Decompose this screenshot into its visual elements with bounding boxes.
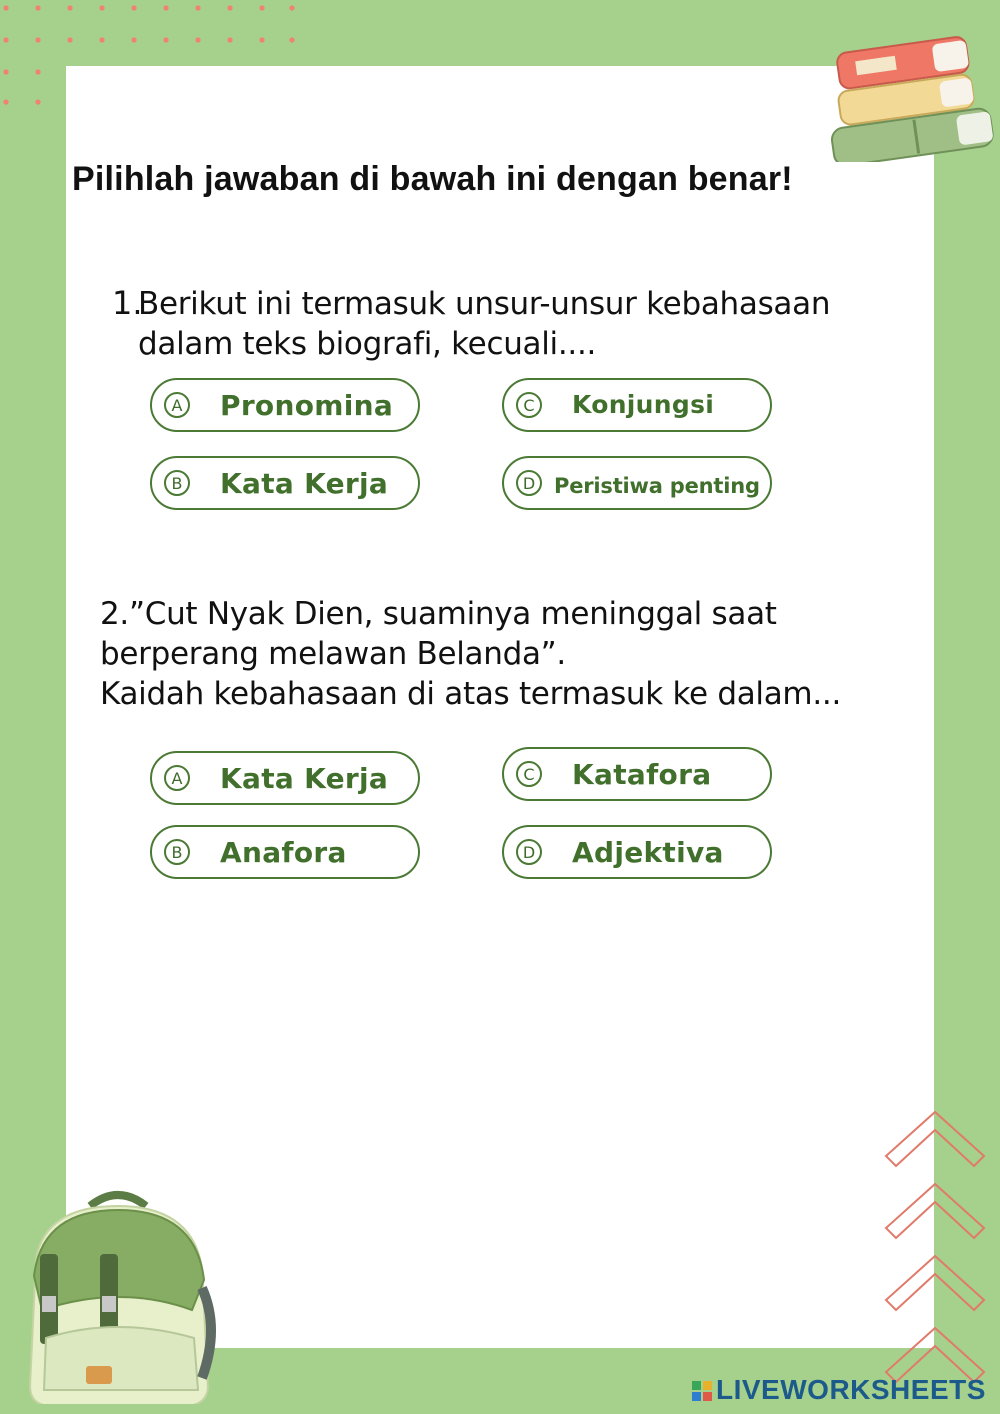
question-1-number: 1. <box>112 284 143 322</box>
logo-text: LIVEWORKSHEETS <box>716 1374 986 1405</box>
chevron-up-icon <box>880 1108 990 1408</box>
option-label: Konjungsi <box>572 390 715 419</box>
option-letter-icon: C <box>516 761 542 787</box>
option-letter-icon: B <box>164 839 190 865</box>
question-2-line: Kaidah kebahasaan di atas termasuk ke dalam... <box>100 676 841 712</box>
question-1-text: Berikut ini termasuk unsur-unsur kebahasaan dalam teks biografi, kecuali.... <box>138 286 831 362</box>
option-label: Anafora <box>220 836 347 869</box>
option-letter-icon: A <box>164 765 190 791</box>
question-2-line: berperang melawan Belanda”. <box>100 636 566 672</box>
backpack-illustration <box>16 1188 226 1404</box>
q1-option-d[interactable] <box>502 456 772 510</box>
option-label: Adjektiva <box>572 836 724 869</box>
page-title: Pilihlah jawaban di bawah ini dengan benar! <box>72 160 793 198</box>
option-label: Kata Kerja <box>220 467 389 500</box>
q2-option-b[interactable] <box>150 825 420 879</box>
question-2-line: 2.”Cut Nyak Dien, suaminya meninggal saat <box>100 596 777 632</box>
option-label: Kata Kerja <box>220 762 389 795</box>
liveworksheets-logo <box>692 1374 986 1406</box>
logo-mark-icon <box>692 1381 712 1401</box>
option-letter-icon: D <box>516 470 542 496</box>
q1-option-a[interactable] <box>150 378 420 432</box>
option-letter-icon: B <box>164 470 190 496</box>
option-label: Peristiwa penting <box>554 474 760 498</box>
option-letter-icon: A <box>164 392 190 418</box>
q2-option-d[interactable] <box>502 825 772 879</box>
q1-option-b[interactable] <box>150 456 420 510</box>
question-2-text <box>100 594 940 714</box>
q1-option-c[interactable] <box>502 378 772 432</box>
books-illustration <box>820 22 1000 162</box>
q2-option-a[interactable] <box>150 751 420 805</box>
option-letter-icon: C <box>516 392 542 418</box>
q2-option-c[interactable] <box>502 747 772 801</box>
option-letter-icon: D <box>516 839 542 865</box>
option-label: Katafora <box>572 758 712 791</box>
option-label: Pronomina <box>220 389 394 422</box>
